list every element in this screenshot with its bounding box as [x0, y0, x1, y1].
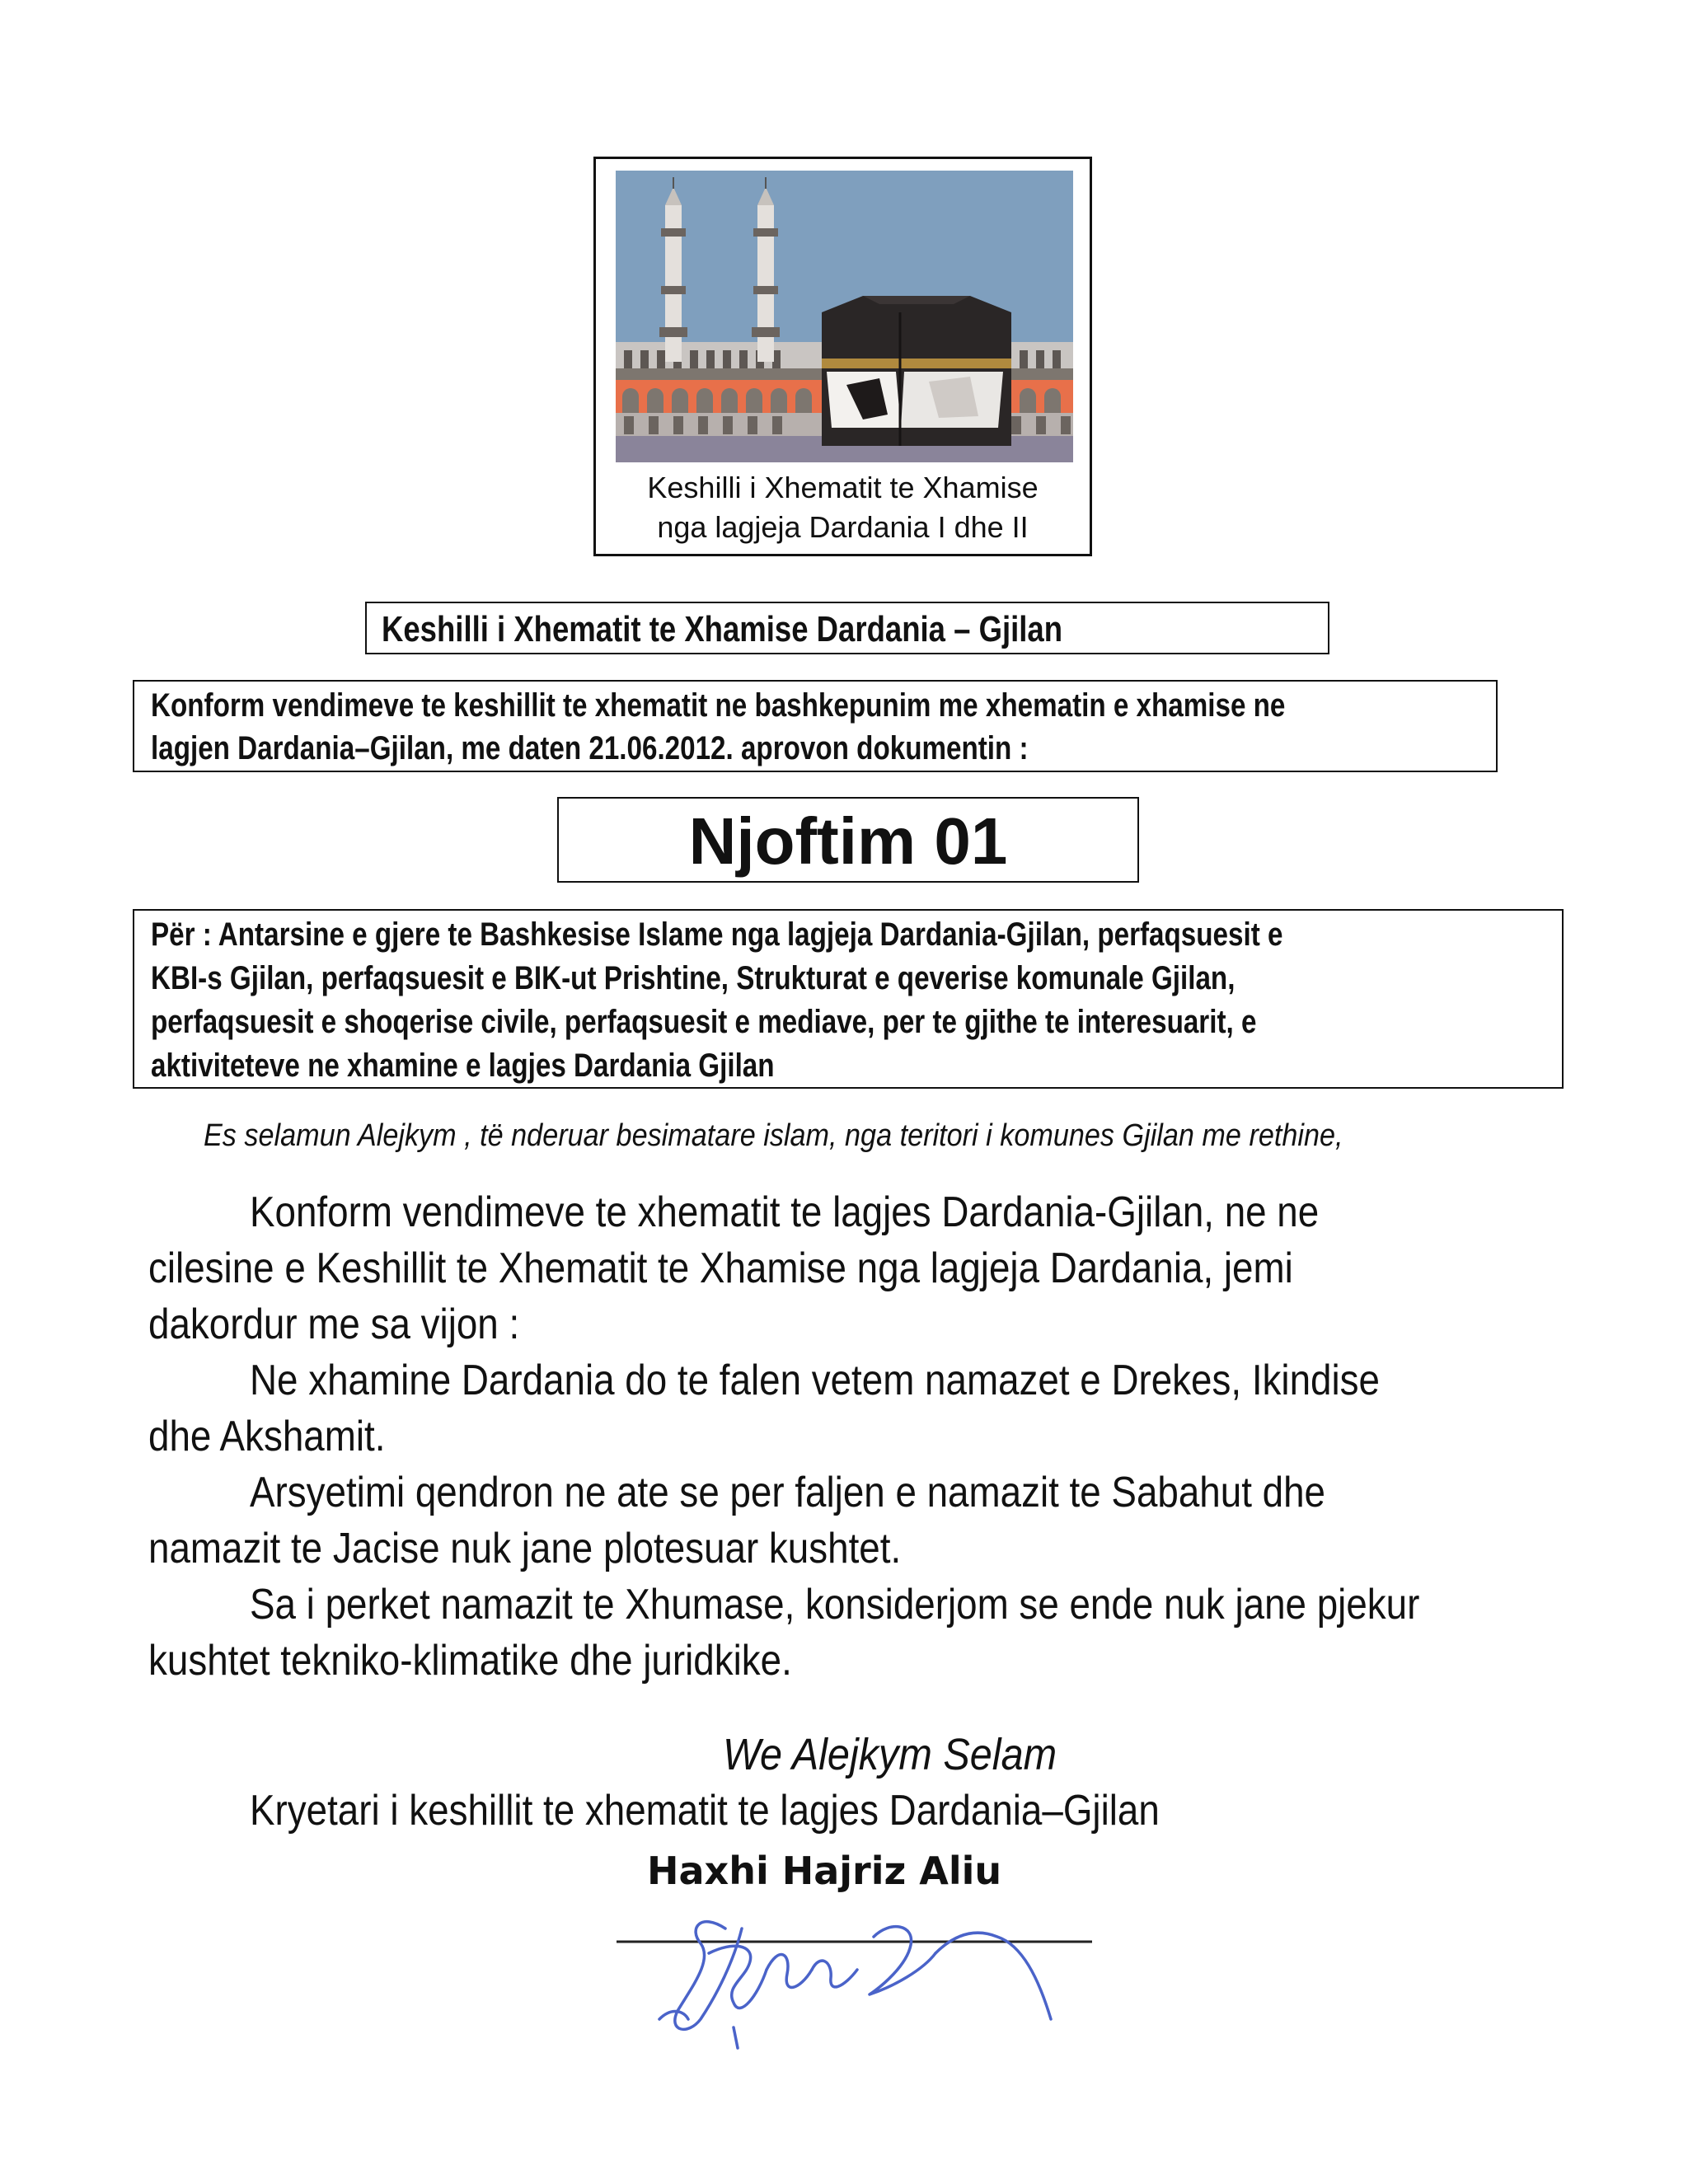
body-p2-line1: Ne xhamine Dardania do te falen vetem namazet e Drekes, Ikindise [250, 1357, 1380, 1404]
recipients-line4: aktiviteteve ne xhamine e lagjes Dardania Gjilan [151, 1047, 775, 1084]
logo-caption-line2: nga lagjeja Dardania I dhe II [657, 510, 1029, 544]
kaaba-illustration [616, 171, 1073, 462]
chair-title: Kryetari i keshillit te xhematit te lagjes Dardania–Gjilan [250, 1787, 1160, 1835]
handwritten-signature [610, 1896, 1104, 2060]
document-title-box [557, 797, 1139, 883]
logo-caption-line1: Keshilli i Xhematit te Xhamise [647, 471, 1039, 504]
document-title: Njoftim 01 [688, 804, 1008, 878]
body-p1-line1: Konform vendimeve te xhematit te lagjes Dardania-Gjilan, ne ne [250, 1188, 1320, 1236]
body-p1-line2: cilesine e Keshillit te Xhematit te Xhamise nga lagjeja Dardania, jemi [148, 1244, 1293, 1292]
mosque-logo [593, 157, 1092, 556]
body-p3-line1: Arsyetimi qendron ne ate se per faljen e namazit te Sabahut dhe [250, 1469, 1325, 1516]
recipients-line3: perfaqsuesit e shoqerise civile, perfaqsuesit e mediave, per te gjithe te interesuarit, e [151, 1004, 1257, 1040]
closing-salutation: We Alejkym Selam [723, 1730, 1057, 1779]
recipients-box [133, 909, 1564, 1089]
decision-line2: lagjen Dardania–Gjilan, me daten 21.06.2012. aprovon dokumentin : [151, 730, 1029, 766]
body-p1-line3: dakordur me sa vijon : [148, 1301, 520, 1348]
body-p4-line1: Sa i perket namazit te Xhumase, konsiderjom se ende nuk jane pjekur [250, 1581, 1420, 1629]
body-p3-line2: namazit te Jacise nuk jane plotesuar kushtet. [148, 1525, 902, 1572]
decision-box [133, 680, 1498, 772]
recipients-line1: Për : Antarsine e gjere te Bashkesise Islame nga lagjeja Dardania-Gjilan, perfaqsuesit e [151, 916, 1283, 953]
greeting: Es selamun Alejkym , të nderuar besimatare islam, nga teritori i komunes Gjilan me rethine, [204, 1118, 1343, 1153]
decision-line1: Konform vendimeve te keshillit te xhematit ne bashkepunim me xhematin e xhamise ne [151, 687, 1286, 724]
body-p4-line2: kushtet tekniko-klimatike dhe juridkike. [148, 1637, 792, 1685]
body-p2-line2: dhe Akshamit. [148, 1413, 386, 1460]
organization-title: Keshilli i Xhematit te Xhamise Dardania – Gjilan [382, 609, 1063, 649]
chair-name: Haxhi Hajriz Aliu [647, 1849, 1002, 1893]
organization-title-box [365, 602, 1329, 654]
recipients-line2: KBI-s Gjilan, perfaqsuesit e BIK-ut Prishtine, Strukturat e qeverise komunale Gjilan, [151, 960, 1236, 996]
